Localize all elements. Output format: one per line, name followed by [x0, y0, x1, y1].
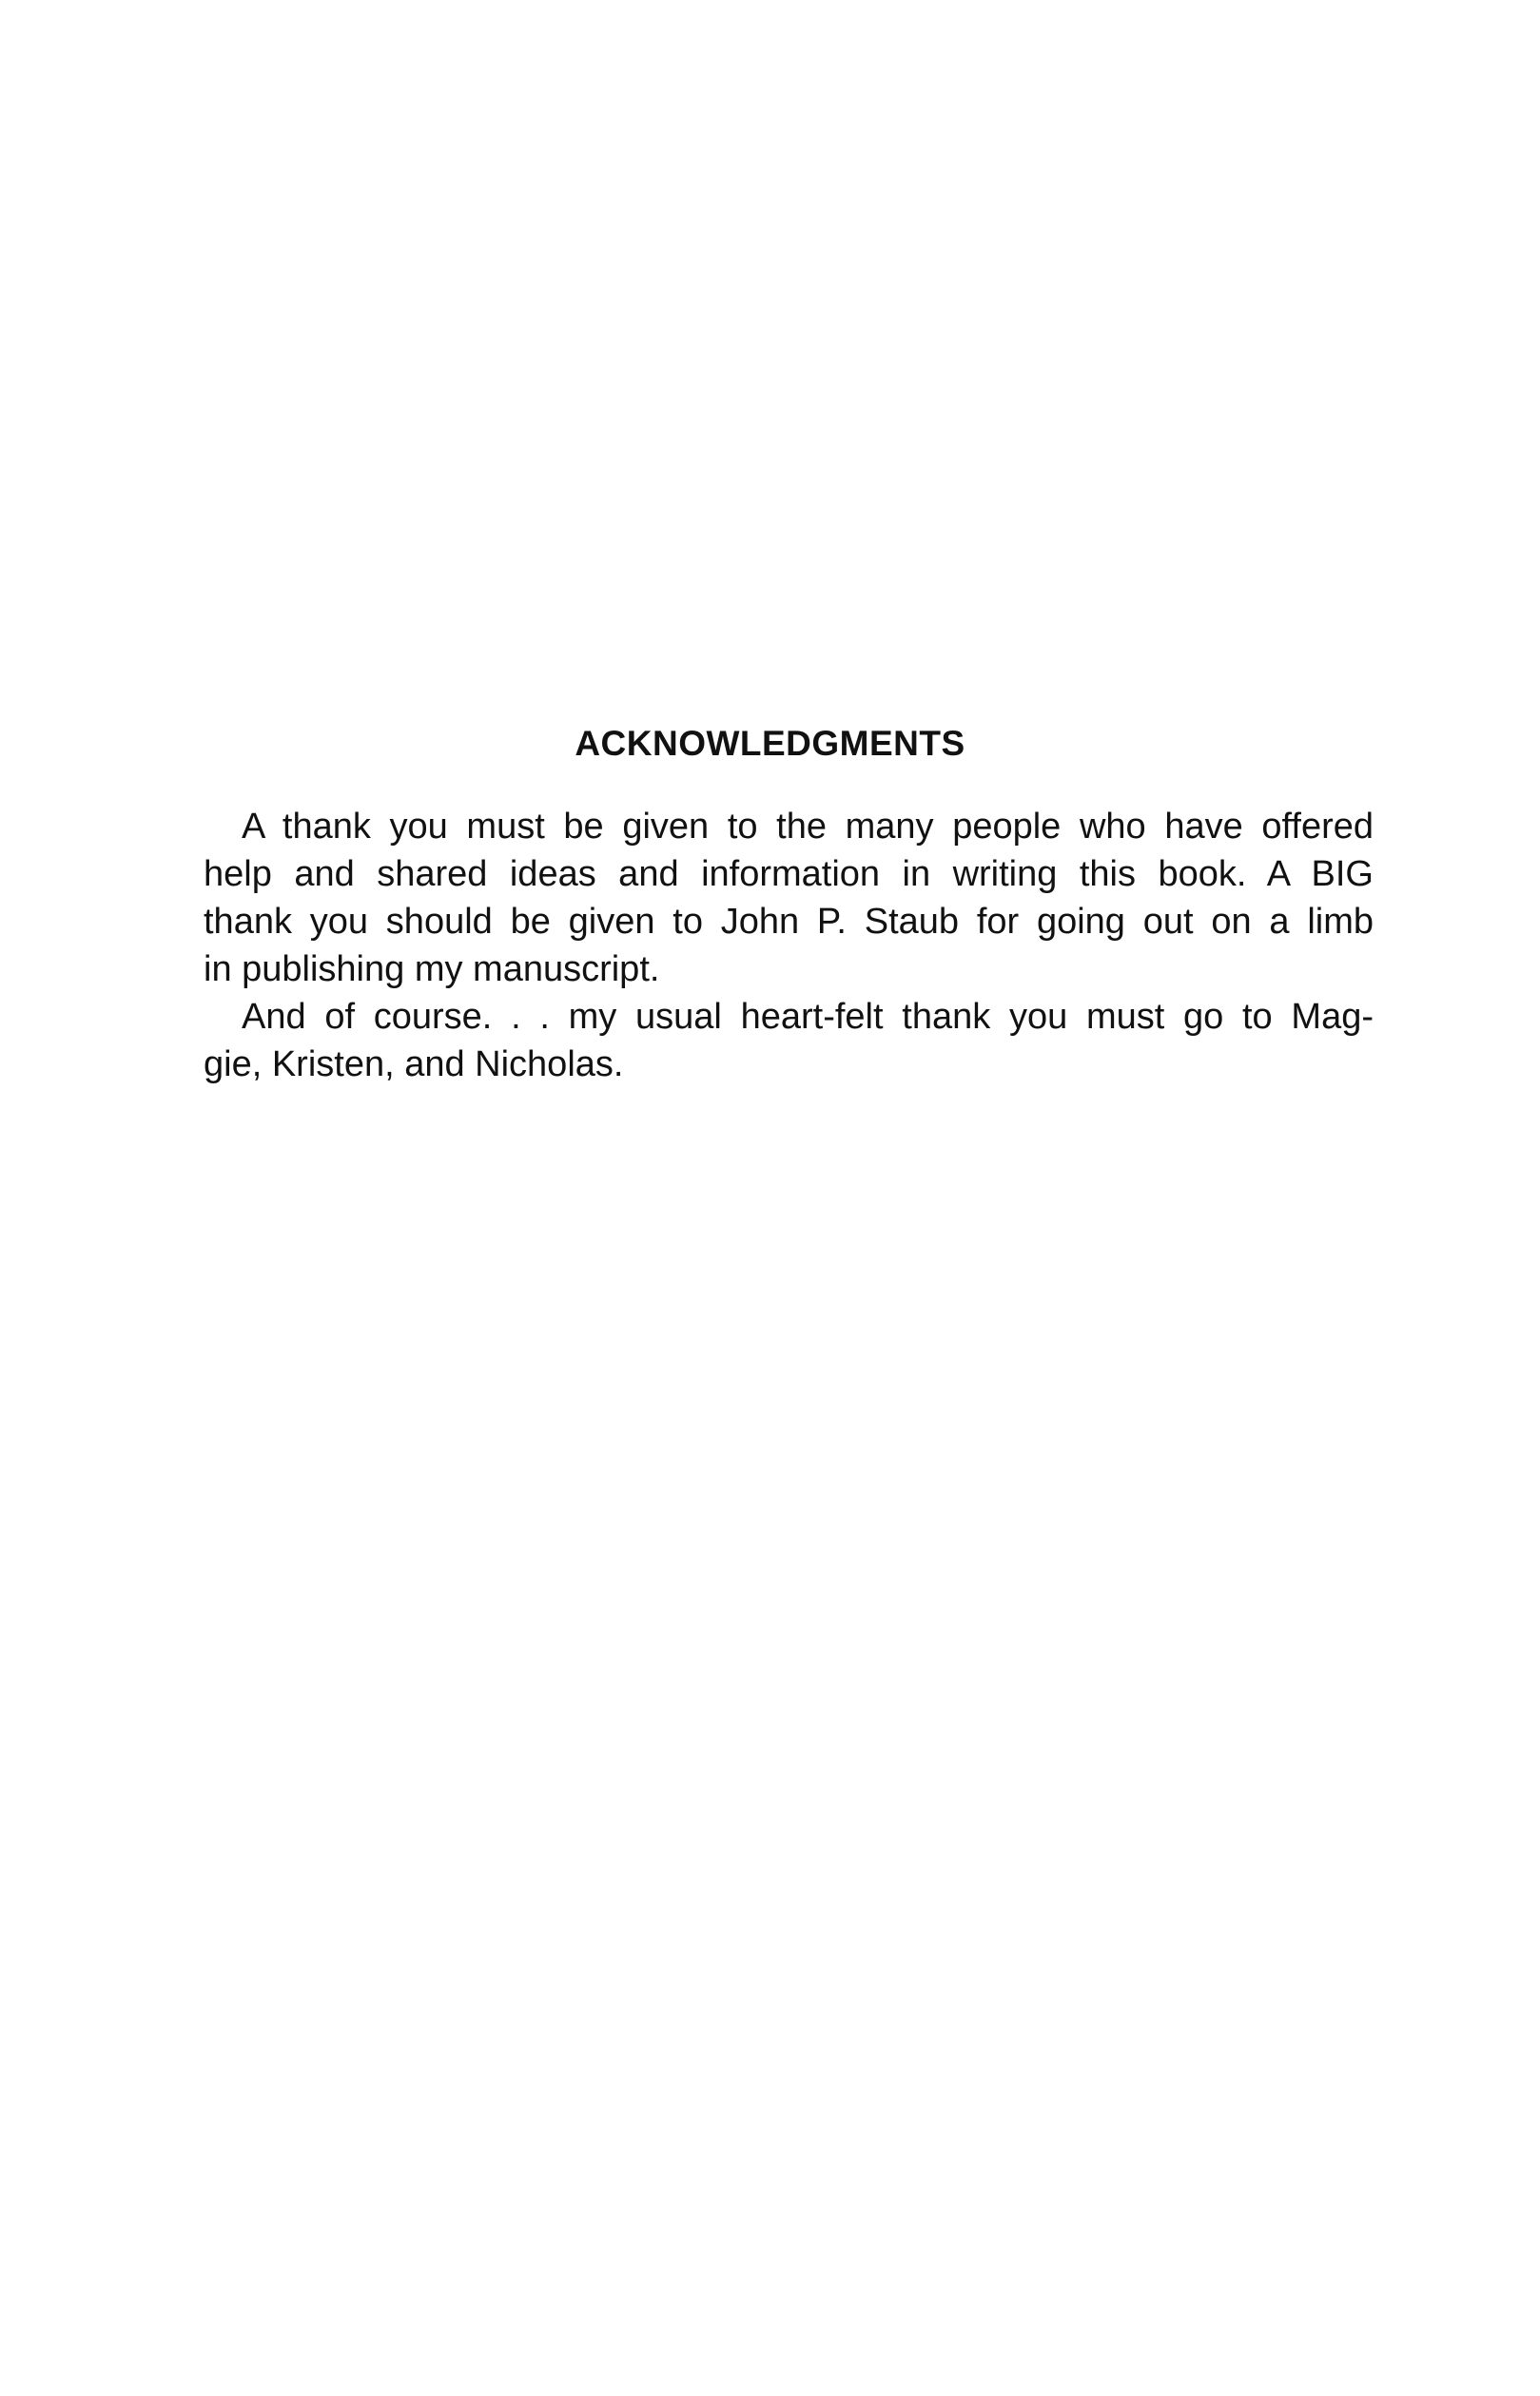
paragraph-2 [204, 993, 1374, 1088]
paragraph-1 [204, 803, 1374, 993]
paragraph-line: gie, Kristen, and Nicholas. [204, 1044, 624, 1084]
paragraph-line: A thank you must be given to the many people who have offered [242, 807, 1374, 847]
paragraph-line: help and shared ideas and information in writing this book. A BIG [204, 854, 1374, 894]
paragraph-line: thank you should be given to John P. Staub for going out on a limb [204, 902, 1374, 942]
page-title: ACKNOWLEDGMENTS [575, 724, 965, 763]
paragraph-line: in publishing my manuscript. [204, 949, 660, 989]
acknowledgments-body [204, 803, 1374, 1088]
paragraph-line: And of course. . . my usual heart-felt thank you must go to Mag- [242, 997, 1374, 1037]
